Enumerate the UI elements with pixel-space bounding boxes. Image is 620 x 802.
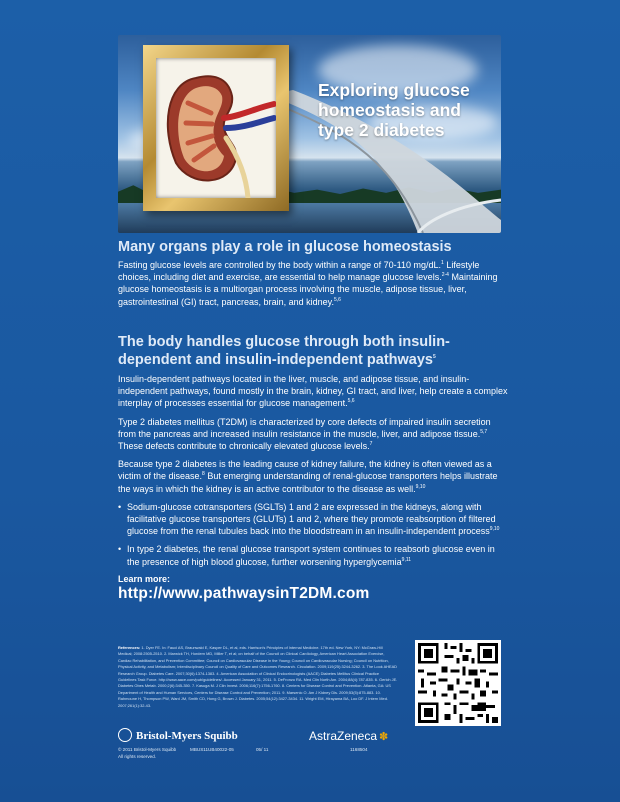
az-code: 1168504 xyxy=(350,747,368,752)
qr-code[interactable] xyxy=(415,640,501,726)
rights-reserved: All rights reserved. xyxy=(118,754,157,759)
section-heading: Many organs play a role in glucose homeostasis xyxy=(118,239,452,255)
list-item: • In type 2 diabetes, the renal glucose transport system continues to reabsorb glucose even in the presence of high blood glucose, further worsening hyperglycemia$^{9,11}$ xyxy=(118,543,508,567)
list-item: • Sodium-glucose cotransporters (SGLTs) 1 and 2 are expressed in the kidneys, along with facilitative glucose transporters (GLUTs) 1 and 2, where they promote reabsorption of filtered glucose from the renal tubules back into the bloodstream in an insulin-independent process$^{9,10}$ xyxy=(118,501,508,538)
hero-title: Exploring glucose homeostasis and type 2 diabetes xyxy=(318,80,470,140)
section-paragraph: Type 2 diabetes mellitus (T2DM) is characterized by core defects of impaired insulin secretion from the pancreas and increased insulin resistance in the muscle, liver, and adipose tissue.$^{5,7}$ These defects contribute to chronically elevated glucose levels.$^7$ xyxy=(118,416,491,452)
astrazeneca-logo: AstraZeneca ✽ xyxy=(309,729,389,743)
learn-more-label: Learn more: xyxy=(118,573,171,584)
section-paragraph: Because type 2 diabetes is the leading cause of kidney failure, the kidney is often viewed as a victim of the disease.$^8$ But emerging understanding of renal-glucose transporters helps illustrate the ways in which the kidney is an active contributor to the disease as well.$^{9,10}$ xyxy=(118,459,498,494)
section-organs xyxy=(118,238,508,308)
bms-logo: Bristol-Myers Squibb xyxy=(118,728,238,742)
section-pathways xyxy=(118,333,508,603)
picture-frame xyxy=(143,45,289,211)
print-date: 05/ 11 xyxy=(256,747,269,752)
section-heading: The body handles glucose through both insulin-dependent and insulin-independent pathways$^5$ xyxy=(118,334,450,368)
references: References: 1. Dyer FE. In: Fauci AS, Braunwald E, Kasper DL, et al, eds. Harrison's Principles of Internal Medicine. 17th ed. New York, NY: McGraw-Hill Medical; 2008:2505-2510. 2. Marwick TH, Hordern MD, Miller T, et al; on behalf of the Council on Clinical Cardiology, American Heart Association Exercise, Cardiac Rehabilitation, and Prevention Committee; Council on Cardiovascular Disease in the Young; Council on Cardiovascular Nursing; Council on Nutrition, Physical Activity, and Metabolism; Interdisciplinary Council on Quality of Care and Outcomes Research. Circulation. 2009;119(25):3244-3262. 3. The Look AHEAD Research Group. Diabetes Care. 2007;30(6):1374-1383. 4. American Association of Clinical Endocrinologists (AACE) Diabetes Mellitus Clinical Practice Guidelines Task Force. http://www.aace.com/pub/guidelines/. Accessed January 31, 2011. 5. DeFronzo RA. Med Clin North Am. 2004;88(4):787-835. 6. Gerich JE. Diabetes Obes Metab. 2000;2(6):345-350. 7. Kasuga M. J Clin Invest. 2006;116(7):1756-1760. 8. Centers for Disease Control and Prevention. Atlanta, GA: US Department of Health and Human Services, Centers for Disease Control and Prevention; 2011. 9. Marsenic O. Am J Kidney Dis. 2009;53(5):875-883. 10. Rahmoune H, Thompson PW, Ward JM, Smith CD, Hong G, Brown J. Diabetes. 2005;54(12):3427-3434. 11. Wright EM, Hirayama BA, Loo DF. J Intern Med. 2007;261(1):32-43. xyxy=(118,645,398,708)
section-paragraph: Insulin-dependent pathways located in the liver, muscle, and adipose tissue, and insulin-independent pathways, found mostly in the brain, kidney, GI tract, and liver, help create a complex interplay of processes essential for glucose management.$^{5,6}$ xyxy=(118,374,508,409)
copyright: © 2011 Bristol-Myers Squibb xyxy=(118,747,177,752)
qr-code-icon xyxy=(415,640,501,726)
astrazeneca-icon: ✽ xyxy=(379,731,389,743)
job-code: MBUS11UB40022-05 xyxy=(190,747,234,752)
learn-more-link[interactable]: http://www.pathwaysinT2DM.com xyxy=(118,584,370,602)
kidney-illustration xyxy=(156,58,276,198)
section-paragraph: Fasting glucose levels are controlled by the body within a range of 70-110 mg/dL.$^1$ Lifestyle choices, including diet and exercise, are essential to help manage glucose levels.$^{2-4}$ Maintaining glucose homeostasis is a multiorgan process involving the muscle, adipose tissue, liver, gastrointestinal (GI) tract, pancreas, brain, and kidney.$^{5,6}$ xyxy=(118,260,498,307)
bms-icon xyxy=(118,728,132,742)
